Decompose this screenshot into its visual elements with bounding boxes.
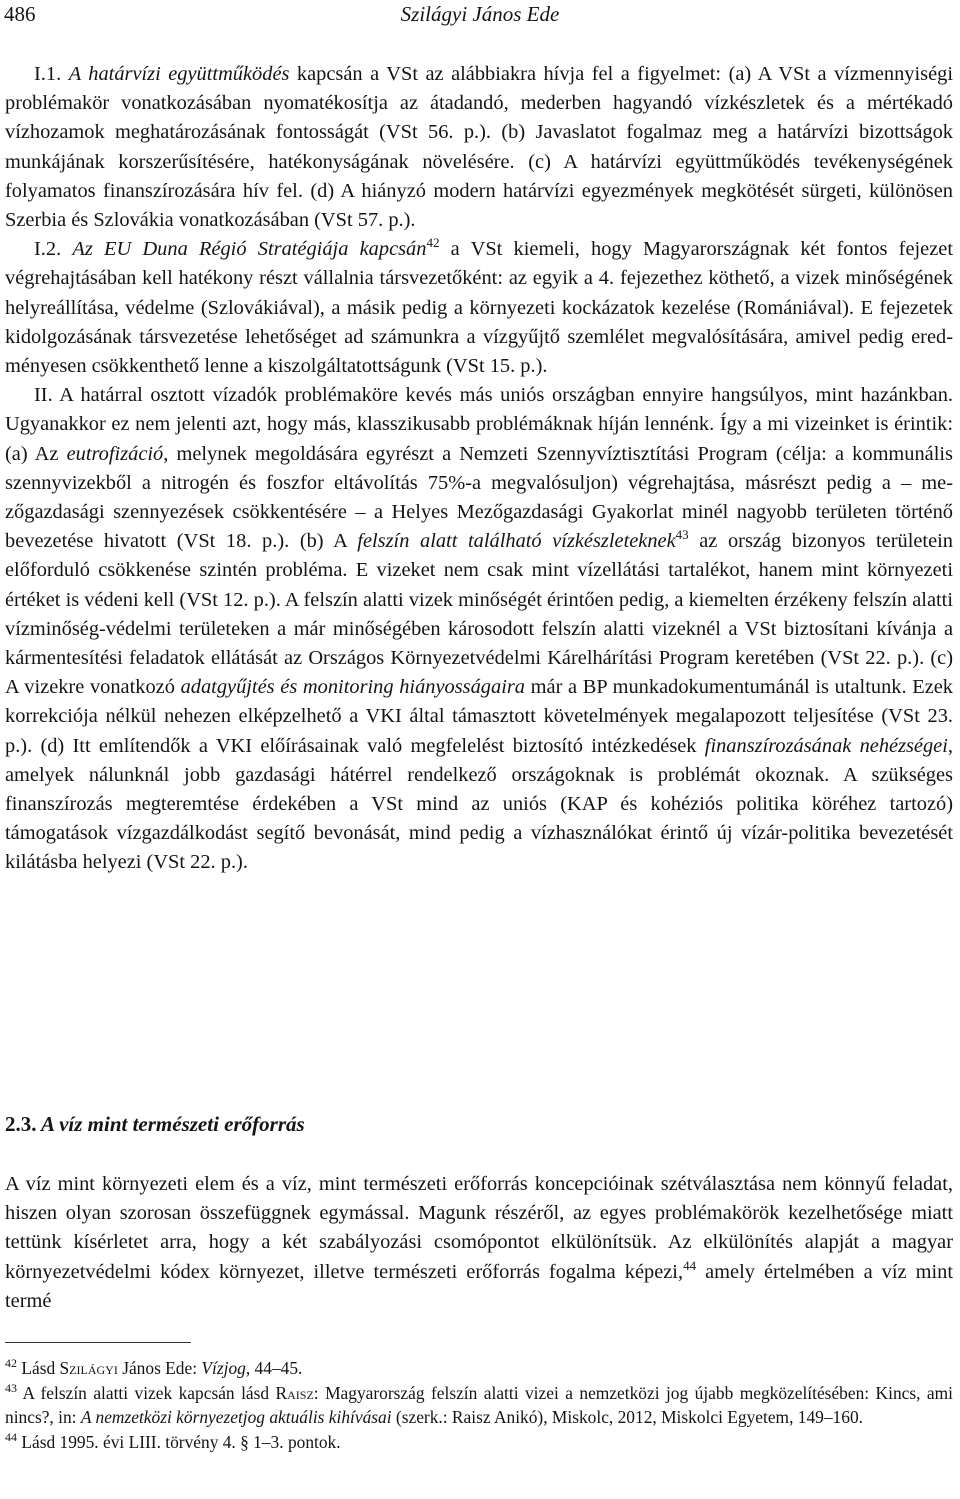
- section-heading: [5, 1112, 305, 1137]
- paragraph-text: kapcsán a VSt az alábbiakra hívja fel a figyelmet: (a) A VSt a vízmennyiségi problémakör vonatkozásában nyomatékosítja az átadandó, mederben hagyandó vízkészletek és a mértékadó vízhozamok meghatározásának fontosságát (VSt 56. p.). (b) Javaslatot fogalmaz meg a határvízi bizottságok munkájának korszerűsítésére, hatékonyságának növelésére. (c) A határvízi együttműködés tevékenységének folyamatos finanszírozására hív fel. (d) A hiányzó modern határvízi egyezmények megkötését sürgeti, különösen Szerbia és Szlovákia vonatkozásában (VSt 57. p.).: [5, 63, 953, 232]
- paragraph-text: , amelyek nálunknál jobb gazdasági hátérrel rendelkező országoknak is problémát okoznak. A szükséges finanszírozás megteremtése érdekében a VSt mind az uniós (KAP és kohéziós politika köréhez tartozó) támogatások vízgazdálkodást segítő bevonását, mind pedig a vízhasználókat érintő új vízár-politika bevezetését kilátásba helyezi (VSt 22. p.).: [5, 734, 954, 874]
- page-header: [0, 0, 960, 40]
- footnote-text: , 44–45.: [245, 1358, 303, 1378]
- paragraph-text: A határral osztott vízadók problémaköre kevés más uniós országban ennyire hangsúlyos, mint hazánkban. Ugyanakkor ez nem jelenti azt, hogy más, klasszikusabb problémáknak híján lennénk. Így a mi vizeinket is érintik: (a) Az: [5, 384, 953, 465]
- footnote-author: Raisz: [275, 1382, 314, 1403]
- body-text: [5, 60, 953, 878]
- footnote-text: Lásd 1995. évi LIII. törvény 4. § 1–3. pontok.: [17, 1431, 341, 1452]
- paragraph-i1: [5, 60, 953, 235]
- paragraph-number: I.1.: [34, 63, 62, 85]
- section-number: 2.3.: [5, 1112, 37, 1136]
- footnote-44: [5, 1430, 953, 1455]
- footnote-text: : Magyarország felszín alatti vizei a nemzetközi jog újabb megközelítésében: Kincs, ami nincs?, in:: [5, 1382, 953, 1428]
- section-body: [5, 1170, 953, 1316]
- italic-term: felszín alatt található vízkészleteknek: [357, 530, 676, 553]
- footnote-divider: [5, 1342, 191, 1343]
- footnote-42: [5, 1356, 953, 1381]
- footnote-ref-43[interactable]: 43: [675, 527, 689, 543]
- paragraph-text: a VSt kiemeli, hogy Magyarországnak két fontos fejezet végrehajtásában kell hatékony részt vállalnia társvezetőként: az egyik a 4. fejezethez köthető, a vizek minőségének helyreállítása, védelme (Szlovákiával), a másik pedig a környezeti kockázatok kezelése (Romániával). E fejezetek kidolgozásának társvezetése lehetőséget ad számunkra a vízgyűjtő szemlélet megvalósítására, amivel pedig eredményesen csökkenthető lenne a kiszolgáltatottságunk (VSt 15. p.).: [5, 238, 953, 378]
- section-paragraph: [5, 1170, 953, 1316]
- footnote-text: A felszín alatti vizek kapcsán lásd: [17, 1382, 276, 1403]
- paragraph-i2: [5, 235, 953, 381]
- footnote-ref-44[interactable]: 44: [683, 1257, 697, 1273]
- paragraph-number: II.: [34, 384, 53, 407]
- footnotes: [5, 1356, 953, 1454]
- footnote-ref-42[interactable]: 42: [426, 235, 440, 251]
- running-head: Szilágyi János Ede: [400, 2, 560, 26]
- page-number: 486: [4, 2, 36, 26]
- paragraph-text: amely értelmében a víz mint termé: [5, 1260, 953, 1312]
- paragraph-ii: [5, 381, 953, 877]
- footnote-text: (szerk.: Raisz Anikó), Miskolc, 2012, Miskolci Egyetem, 149–160.: [391, 1407, 863, 1428]
- footnote-author: Szilágyi: [59, 1358, 118, 1378]
- paragraph-text: , melynek megoldására egyrészt a Nemzeti Szennyvíztisztítási Program (célja: a kommunális szennyvizekből a nitrogén és foszfor eltávolítás 75%-a megvalósuljon) végrehajtása, másrészt pedig a – mezőgazdasági szennyezések csökkentésére – a Helyes Mezőgazdasági Gyakorlat minél nagyobb területen történő bevezetése hivatott (VSt 18. p.). (b) A: [5, 442, 953, 553]
- footnote-text: János Ede:: [117, 1358, 202, 1378]
- footnote-number: 42: [5, 1356, 17, 1371]
- paragraph-text: már a BP munkadokumentumánál is utaltunk. Ezek korrekciója nélkül nehezen elképzelhető a VKI által támasztott követelmények megalapozott teljesítése (VSt 23. p.). (d) Itt említendők a VKI előírásainak való megfelelést biztosító intézkedések: [5, 676, 954, 757]
- footnote-text: Lásd: [17, 1358, 60, 1378]
- topic-phrase: A határvízi együttműködés: [68, 63, 290, 85]
- footnote-number: 43: [5, 1380, 17, 1395]
- paragraph-text: A víz mint környezeti elem és a víz, mint természeti erőforrás koncepcióinak szétválasztása nem könnyű feladat, hiszen olyan szorosan összefüggnek egymással. Magunk részéről, az egyes problémakörök kezelhetősége miatt tettünk kísérletet arra, hogy a két szabályozási csomópontot elkülönítsük. Az elkülönítés alapját a magyar környezetvédelmi kódex környezet, illetve természeti erőforrás fogalma képezi,: [5, 1173, 953, 1283]
- footnote-title: Vízjog: [201, 1358, 246, 1378]
- footnote-43: [5, 1381, 953, 1430]
- italic-term: finanszírozásának nehézségei: [704, 734, 948, 757]
- italic-term: eutrofizáció: [66, 442, 164, 465]
- topic-phrase: Az EU Duna Régió Stratégiája kapcsán: [72, 238, 427, 261]
- footnote-number: 44: [5, 1429, 17, 1444]
- footnote-title: A nemzetközi környezetjog aktuális kihívásai: [80, 1407, 392, 1428]
- section-title: A víz mint természeti erőforrás: [40, 1112, 305, 1136]
- italic-term: adatgyűjtés és monitoring hiányosságaira: [180, 676, 525, 699]
- paragraph-text: az ország bizonyos területein előforduló csökkenése szintén probléma. E vizeket nem csak mint vízellátási tartalékot, hanem mint környezeti értéket is védeni kell (VSt 12. p.). A felszín alatti vizek minőségét érintően pedig, a kiemelten érzékeny felszín alatti vízminőség-védelmi területeken a már minőségében károsodott felszín alatti vizeknél a VSt biztosítani kívánja a kármentesítési feladatok ellátását az Országos Környezetvédelmi Kárelhárítási Program keretében (VSt 22. p.). (c) A vizekre vonatkozó: [5, 530, 954, 699]
- paragraph-number: I.2.: [34, 238, 62, 261]
